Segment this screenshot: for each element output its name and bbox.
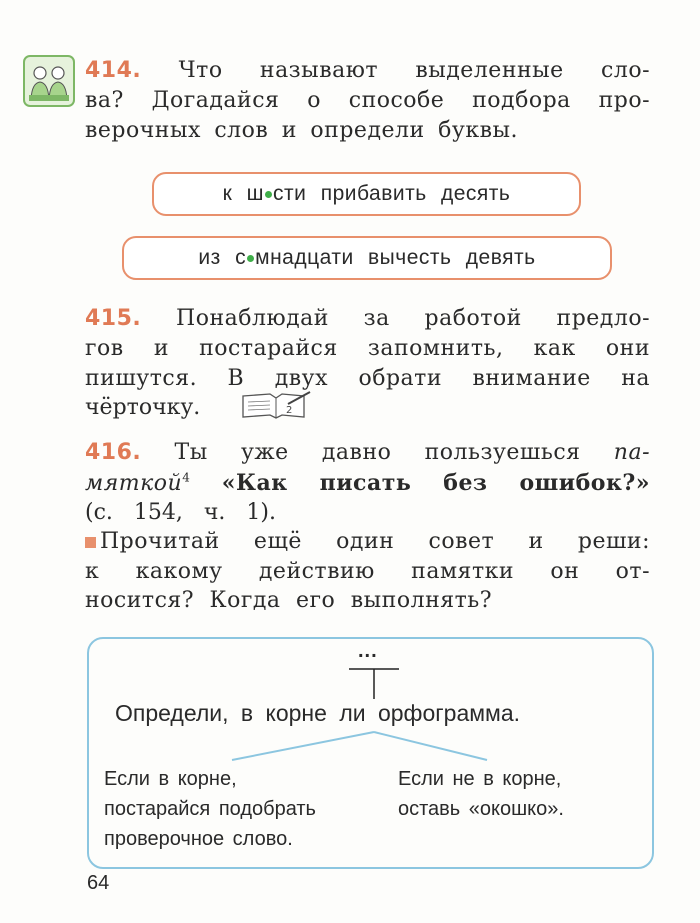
page-number: 64 xyxy=(87,872,110,894)
ex416-text-1: Ты уже давно пользуешься xyxy=(174,440,581,465)
footnote-marker: 4 xyxy=(182,470,191,485)
missing-letter-dot xyxy=(247,255,254,262)
ex414-text-1: Что называют выделенные сло- xyxy=(178,58,650,83)
memo-title: «Как писать без ошибок?» xyxy=(221,470,650,496)
memo-left-branch xyxy=(104,764,316,854)
memo-right-2: оставь «окошко». xyxy=(398,798,564,820)
memo-left-1: Если в корне, xyxy=(104,768,237,790)
ex416-line-3: (с. 154, ч. 1). xyxy=(85,500,276,525)
task-bullet-icon xyxy=(85,537,96,548)
ex416-line-1 xyxy=(85,440,650,465)
missing-letter-dot xyxy=(265,191,272,198)
pair-work-icon xyxy=(23,55,75,107)
ex416-line-5: к какому действию памятки он от- xyxy=(85,559,650,584)
memo-right-1: Если не в корне, xyxy=(398,768,562,790)
ex416-italic-2: мяткой xyxy=(85,471,183,496)
memo-dots: ... xyxy=(358,640,378,662)
ex414-line-3: верочных слов и определи буквы. xyxy=(85,118,518,143)
ex416-number: 416. xyxy=(85,440,142,465)
phrase-2-end: мнадцати вычесть девять xyxy=(255,246,536,269)
memo-left-2: постарайся подобрать xyxy=(104,798,316,820)
ex415-line-1 xyxy=(85,306,650,331)
ex415-line-2: гов и постарайся запомнить, как они xyxy=(85,336,650,361)
memo-main-rule: Определи, в корне ли орфограмма. xyxy=(115,700,521,726)
ex416-line-2 xyxy=(85,470,650,496)
ex416-line-6: носится? Когда его выполнять? xyxy=(85,588,493,613)
memo-right-branch xyxy=(398,764,564,824)
phrase-2-start: из с xyxy=(198,246,247,269)
notebook-icon xyxy=(240,390,312,420)
ex415-text-4: чёрточку. xyxy=(85,395,201,420)
ex416-italic-1: па- xyxy=(613,440,651,465)
phrase-box-1 xyxy=(152,172,581,216)
ex415-line-3: пишутся. В двух обрати внимание на xyxy=(85,366,650,391)
ex415-text-1: Понаблюдай за работой предло- xyxy=(176,306,650,331)
ex416-line-4 xyxy=(85,529,650,554)
ex415-line-4 xyxy=(85,395,200,420)
memo-left-3: проверочное слово. xyxy=(104,828,293,850)
phrase-1-start: к ш xyxy=(222,182,265,205)
svg-text:2: 2 xyxy=(286,405,293,416)
ex416-text-4: Прочитай ещё один совет и реши: xyxy=(100,529,650,554)
ex414-line-1 xyxy=(85,58,650,83)
ex414-line-2: ва? Догадайся о способе подбора про- xyxy=(85,88,650,113)
phrase-1-end: сти прибавить десять xyxy=(273,182,511,205)
ex415-number: 415. xyxy=(85,306,142,331)
phrase-box-2 xyxy=(122,236,612,280)
ex414-number: 414. xyxy=(85,58,142,83)
